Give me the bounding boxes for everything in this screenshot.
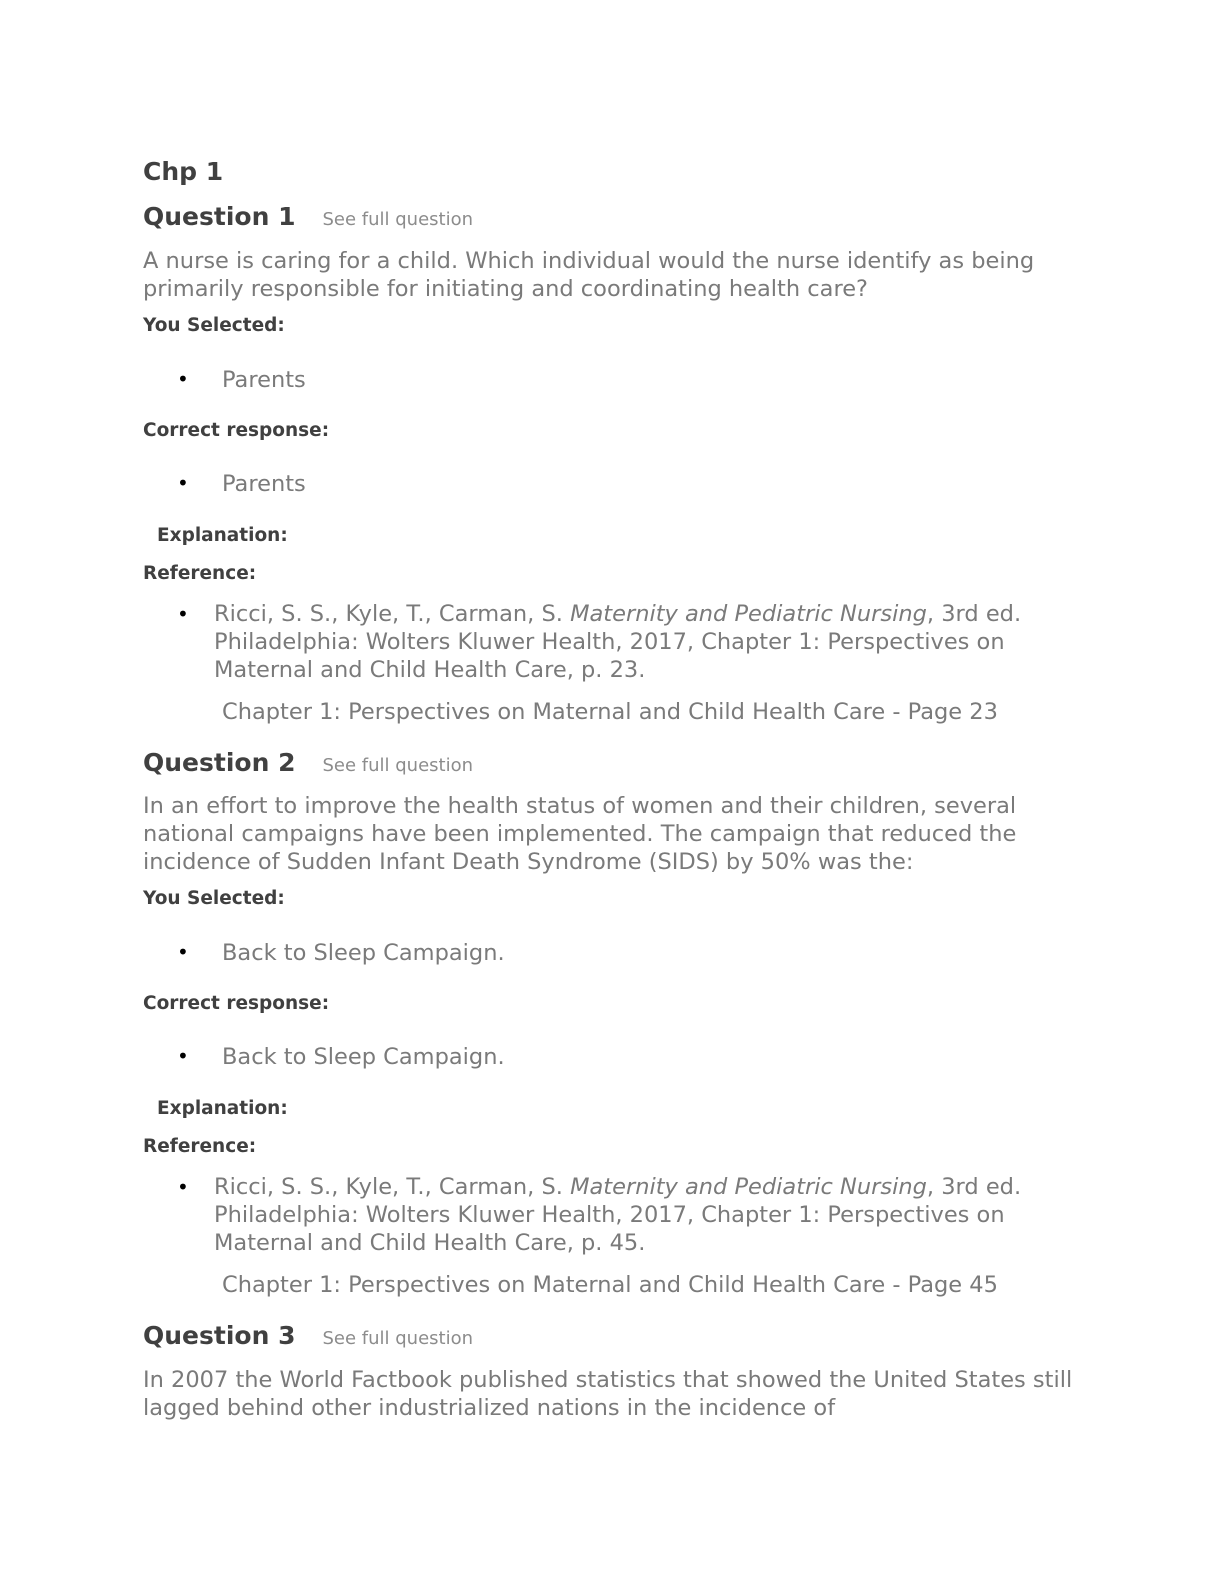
reference-book-title: Maternity and Pediatric Nursing: [570, 1174, 927, 1200]
reference-label: Reference:: [143, 1136, 257, 1157]
bullet-icon: •: [177, 471, 189, 495]
you-selected-label: You Selected:: [143, 888, 285, 909]
correct-answer: [143, 1043, 1083, 1071]
see-full-question-link[interactable]: See full question: [322, 755, 474, 776]
question-text: In 2007 the World Factbook published statistics that showed the United States still lagged behind other industrialized nations in the incidence of: [143, 1367, 1073, 1421]
see-full-question-link[interactable]: See full question: [322, 209, 474, 230]
reference-citation: [143, 600, 1083, 684]
reference-details: , 3rd ed. Philadelphia: Wolters Kluwer Health, 2017, Chapter 1: Perspectives on Maternal and Child Health Care, p. 23.: [214, 601, 1022, 683]
question-text: A nurse is caring for a child. Which individual would the nurse identify as being primarily responsible for initiating and coordinating health care?: [143, 248, 1035, 302]
selected-answer-text: Parents: [222, 367, 306, 393]
reference-citation: [143, 1173, 1083, 1257]
question-header: [143, 200, 1083, 234]
page-reference: Chapter 1: Perspectives on Maternal and Child Health Care - Page 23: [222, 699, 998, 725]
bullet-icon: •: [177, 940, 189, 964]
question-block-2: [143, 746, 1083, 1299]
correct-response-label: Correct response:: [143, 420, 330, 441]
explanation-label: Explanation:: [157, 525, 288, 546]
selected-answer-text: Back to Sleep Campaign.: [222, 940, 505, 966]
chapter-title: Chp 1: [143, 157, 224, 186]
bullet-icon: •: [177, 602, 189, 626]
bullet-icon: •: [177, 1175, 189, 1199]
correct-answer-text: Back to Sleep Campaign.: [222, 1044, 505, 1070]
question-title: Question 3: [143, 1321, 296, 1350]
reference-book-title: Maternity and Pediatric Nursing: [570, 601, 927, 627]
correct-response-label: Correct response:: [143, 993, 330, 1014]
bullet-icon: •: [177, 367, 189, 391]
question-title: Question 1: [143, 202, 296, 231]
you-selected-label: You Selected:: [143, 315, 285, 336]
question-title: Question 2: [143, 748, 296, 777]
reference-details: , 3rd ed. Philadelphia: Wolters Kluwer Health, 2017, Chapter 1: Perspectives on Maternal and Child Health Care, p. 45.: [214, 1174, 1022, 1256]
page-reference: Chapter 1: Perspectives on Maternal and Child Health Care - Page 45: [222, 1272, 998, 1298]
selected-answer: [143, 939, 1083, 967]
see-full-question-link[interactable]: See full question: [322, 1328, 474, 1349]
explanation-label: Explanation:: [157, 1098, 288, 1119]
question-block-3: [143, 1319, 1083, 1422]
selected-answer: [143, 366, 1083, 394]
correct-answer-text: Parents: [222, 471, 306, 497]
question-header: [143, 746, 1083, 780]
question-header: [143, 1319, 1083, 1353]
reference-label: Reference:: [143, 563, 257, 584]
bullet-icon: •: [177, 1044, 189, 1068]
reference-authors: Ricci, S. S., Kyle, T., Carman, S.: [214, 601, 571, 627]
question-text: In an effort to improve the health status of women and their children, several national campaigns have been implemented. The campaign that reduced the incidence of Sudden Infant Death Syndrome (SIDS) by 50% was the:: [143, 793, 1017, 875]
reference-authors: Ricci, S. S., Kyle, T., Carman, S.: [214, 1174, 571, 1200]
question-block-1: [143, 200, 1083, 726]
correct-answer: [143, 470, 1083, 498]
